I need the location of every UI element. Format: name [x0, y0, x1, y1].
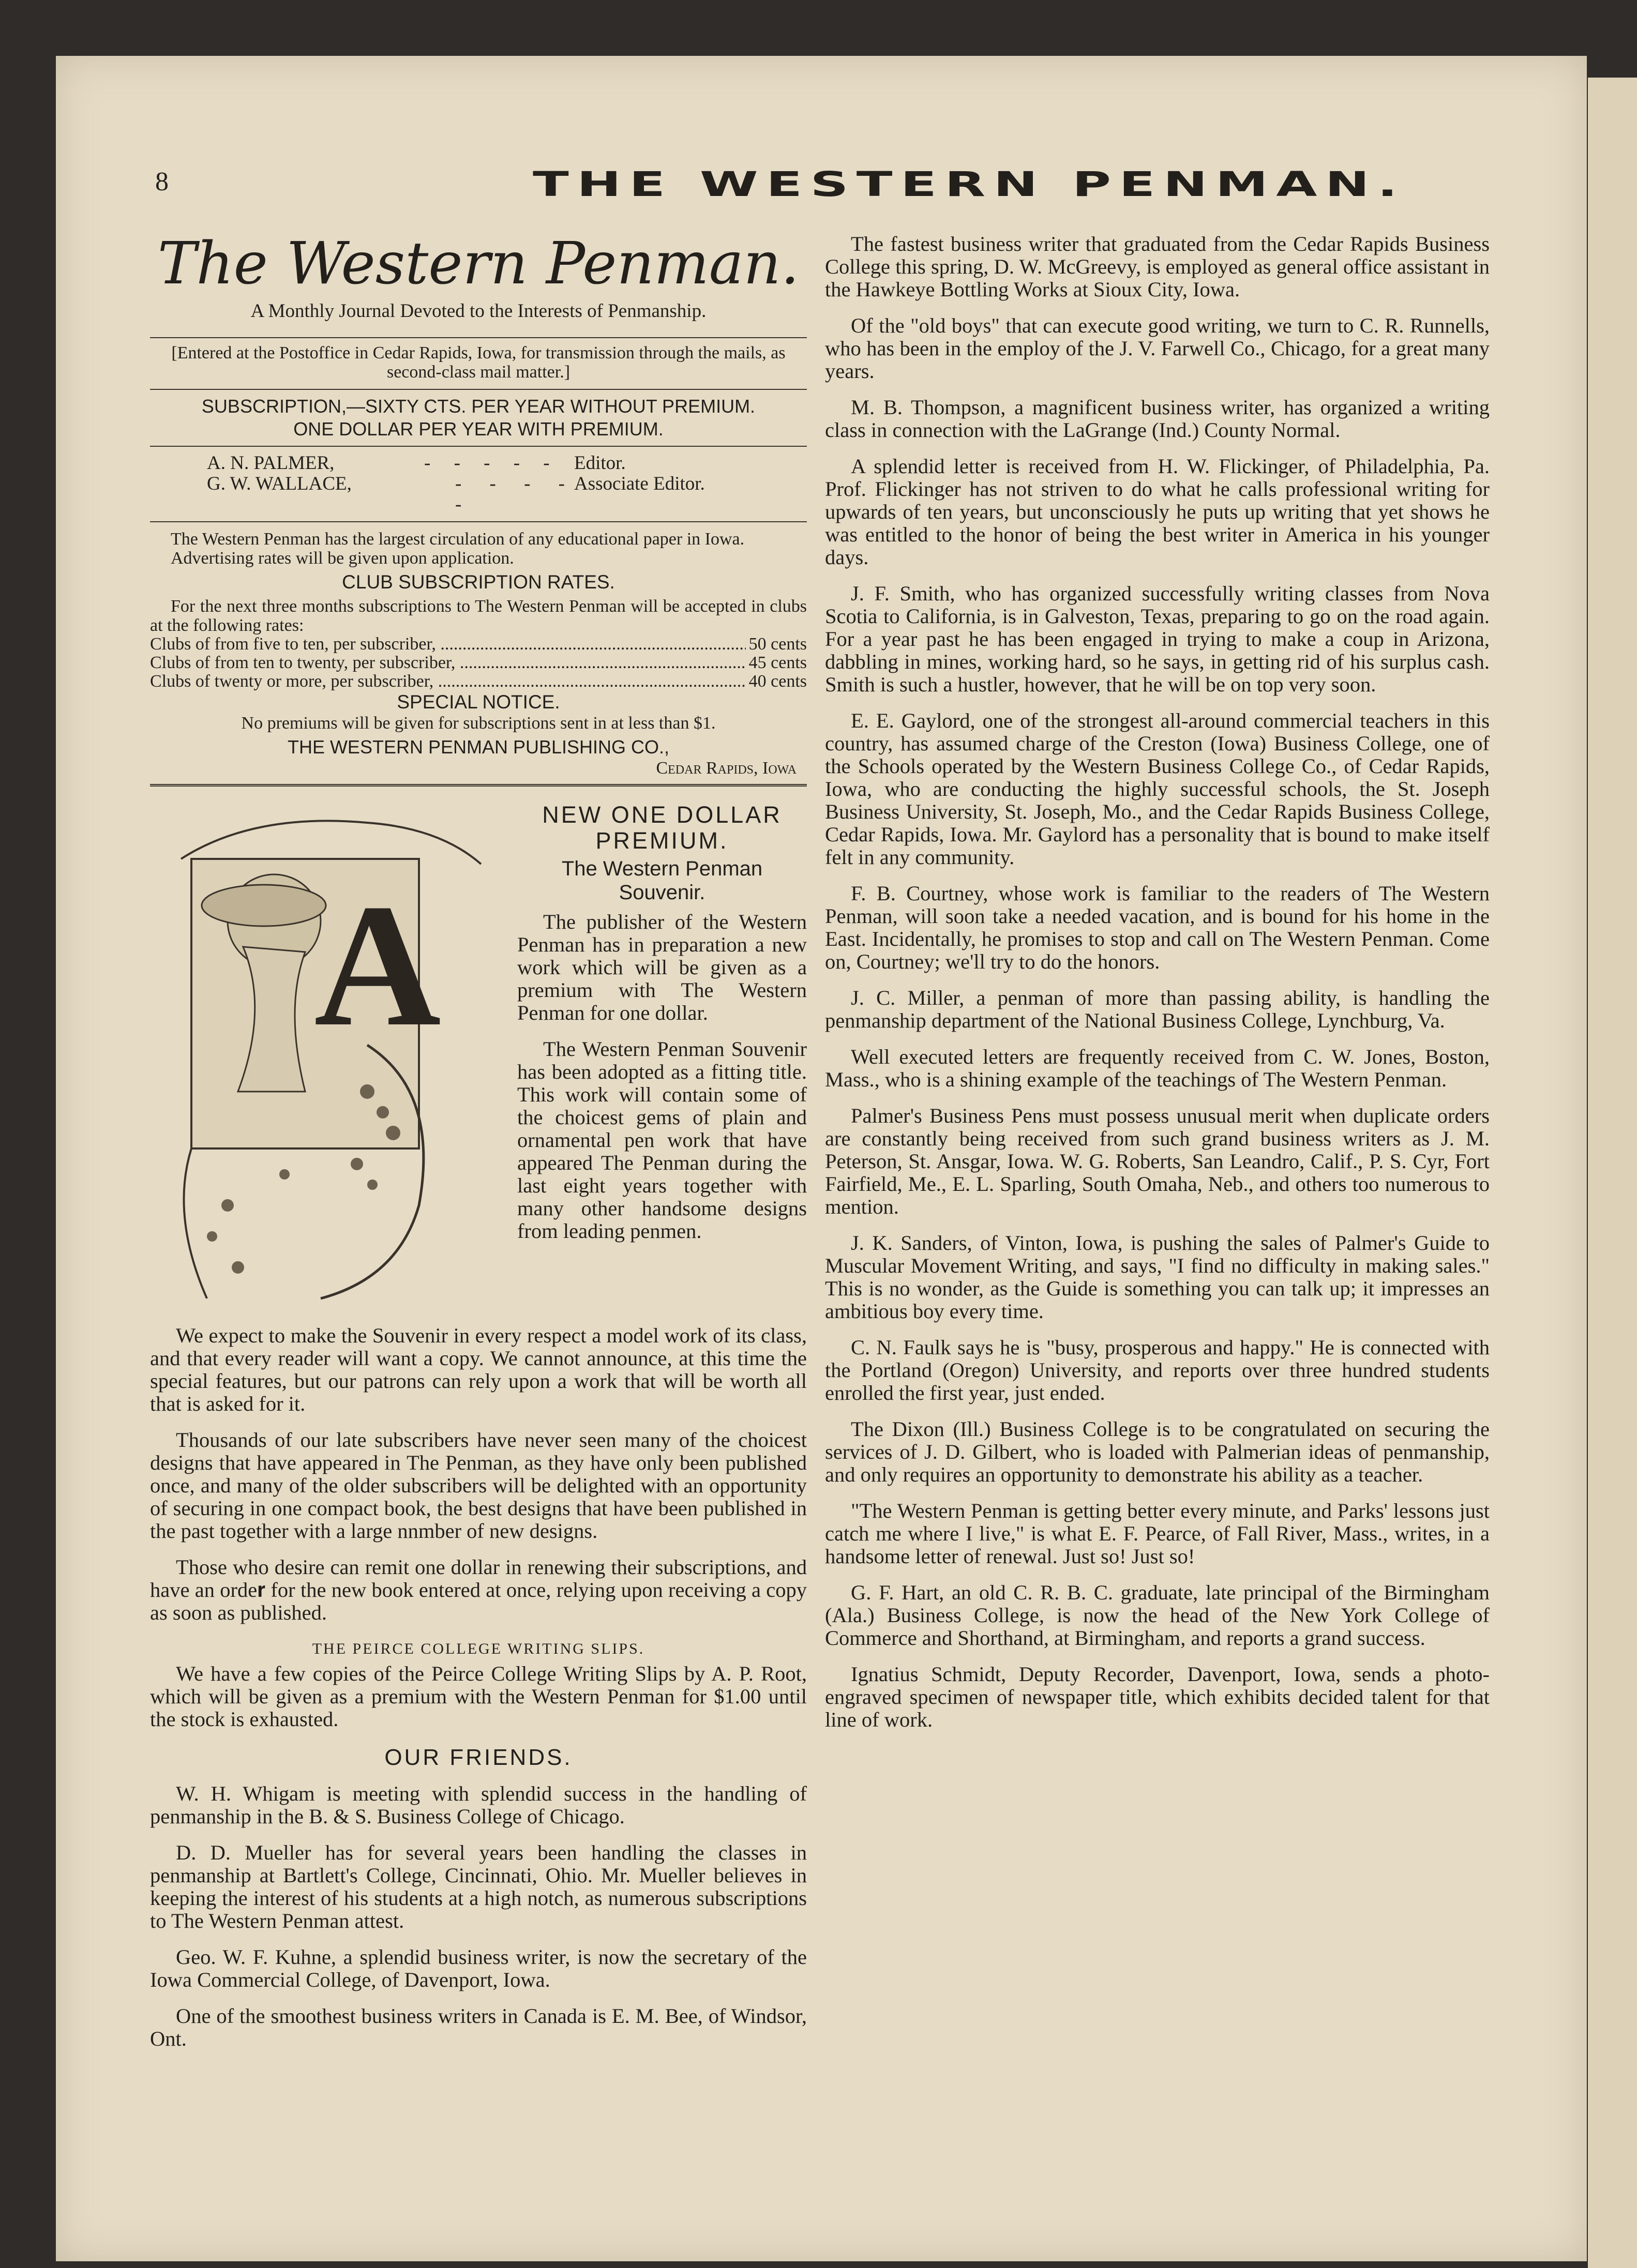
friends-item: J. C. Miller, a penman of more than passing ability, is handling the penmanship department of the National Business College, Lynchburg, Va.	[825, 986, 1490, 1032]
page-number: 8	[155, 167, 169, 196]
premium-paragraph: The publisher of the Western Penman has in preparation a new work which will be given as a premium with The Western Penman for one dollar.	[517, 910, 807, 1024]
peirce-heading: THE PEIRCE COLLEGE WRITING SLIPS.	[312, 1640, 645, 1657]
friends-item: J. K. Sanders, of Vinton, Iowa, is pushing the sales of Palmer's Guide to Muscular Movement Writing, and says, "I find no difficulty in making sales." This is no wonder, as the Guide is something you can talk up; it impresses an ambitious boy every time.	[825, 1231, 1490, 1323]
club-intro: For the next three months subscriptions to The Western Penman will be accepted in clubs at the following rates:	[150, 597, 807, 635]
premium-paragraph: Those who desire can remit one dollar in renewing their subscriptions, and have an orde𝐫 for the new book entered at once, relying upon receiving a copy as soon as published.	[150, 1555, 807, 1624]
premium-paragraph: Thousands of our late subscribers have never seen many of the choicest designs that have appeared in The Penman, as they have only been published once, and many of the older subscribers will be delighted with an opportunity of securing in one compact book, the best designs that have been published in the past together with a large nnmber of new designs.	[150, 1428, 807, 1543]
club-row: Clubs of from five to ten, per subscriber, ..... 50 cents	[150, 635, 807, 654]
editor-line: A. N. PALMER, - - - - - Editor.	[207, 452, 626, 474]
friends-item: A splendid letter is received from H. W. Flickinger, of Philadelphia, Pa. Prof. Flickinger has not striven to do what he calls professional writing for upwards of ten years, but unconsciously he puts up writing that yet shows he was entitled to the honor of being the best writer in America in his younger days.	[825, 455, 1490, 569]
ornamental-initial-illustration	[150, 802, 507, 1319]
masthead-subtitle: A Monthly Journal Devoted to the Interests of Penmanship.	[250, 300, 707, 322]
friends-item: F. B. Courtney, whose work is familiar to the readers of The Western Penman, will soon take a needed vacation, and is bound for his home in the East. Incidentally, he promises to stop and call on The Western Penman. Come on, Courtney; we'll try to do the honors.	[825, 882, 1490, 973]
friends-item: One of the smoothest business writers in Canada is E. M. Bee, of Windsor, Ont.	[150, 2004, 807, 2050]
premium-paragraph: We expect to make the Souvenir in every respect a model work of its class, and that every reader will want a copy. We cannot announce, at this time the special features, but our patrons can rely upon a work that will be worth all that is asked for it.	[150, 1324, 807, 1415]
premium-heading: NEW ONE DOLLAR PREMIUM.	[542, 802, 782, 854]
friends-item: C. N. Faulk says he is "busy, prosperous and happy." He is connected with the Portland (Oregon) University, and reports over three hundred students enrolled the first year, just ended.	[825, 1336, 1490, 1404]
friends-item: J. F. Smith, who has organized successfully writing classes from Nova Scotia to California, is in Galveston, Texas, preparing to go on the road again. For a year past he has been engaged in trying to make a coup in Arizona, dabbling in mines, working hard, so he says, in getting rid of his surplus cash. Smith is such a hustler, however, that he will be on top very soon.	[825, 582, 1490, 696]
friends-item: Ignatius Schmidt, Deputy Recorder, Davenport, Iowa, sends a photo-engraved specimen of newspaper title, which exhibits decided talent for that line of work.	[825, 1662, 1490, 1731]
friends-item: M. B. Thompson, a magnificent business writer, has organized a writing class in connection with the LaGrange (Ind.) County Normal.	[825, 396, 1490, 442]
special-notice-text: No premiums will be given for subscriptions sent in at less than $1.	[241, 714, 716, 733]
premium-subheading: The Western Penman Souvenir.	[561, 857, 763, 904]
left-column	[150, 230, 807, 2064]
friends-item: E. E. Gaylord, one of the strongest all-around commercial teachers in this country, has assumed charge of the Creston (Iowa) Business College, one of the Schools operated by the Western Business College Co., of Cedar Rapids, Iowa, who are conducting the highly successful schools, the St. Joseph Business University, St. Joseph, Mo., and the Cedar Rapids Business College, Cedar Rapids, Iowa. Mr. Gaylord has a personality that is bound to make itself felt in any community.	[825, 709, 1490, 869]
friends-item: The Dixon (Ill.) Business College is to be congratulated on securing the services of J. D. Gilbert, who is loaded with Palmerian ideas of penmanship, and only requires an opportunity to demonstrate his ability as a teacher.	[825, 1417, 1490, 1486]
circulation-note: The Western Penman has the largest circulation of any educational paper in Iowa.	[171, 530, 745, 549]
special-notice-heading: SPECIAL NOTICE.	[397, 691, 560, 713]
friends-item: D. D. Mueller has for several years been handling the classes in penmanship at Bartlett's College, Cincinnati, Ohio. Mr. Mueller believes in keeping the interest of his students at a high notch, as numerous subscriptions to The Western Penman attest.	[150, 1841, 807, 1932]
subscription-line-1: SUBSCRIPTION,—SIXTY CTS. PER YEAR WITHOUT PREMIUM.	[201, 396, 756, 417]
subscription-line-2: ONE DOLLAR PER YEAR WITH PREMIUM.	[293, 418, 664, 440]
friends-item: "The Western Penman is getting better every minute, and Parks' lessons just catch me where I live," is what E. F. Pearce, of Fall River, Mass., writes, in a handsome letter of renewal. Just so! Just so!	[825, 1499, 1490, 1568]
svg-text:A: A	[314, 868, 441, 1063]
running-title: THE WESTERN PENMAN.	[533, 164, 1406, 204]
friends-item: W. H. Whigam is meeting with splendid success in the handling of penmanship in the B. & S. Business College of Chicago.	[150, 1782, 807, 1828]
friends-item: Geo. W. F. Kuhne, a splendid business writer, is now the secretary of the Iowa Commercial College, of Davenport, Iowa.	[150, 1945, 807, 1991]
masthead-title: The Western Penman.	[157, 230, 800, 297]
peirce-paragraph: We have a few copies of the Peirce College Writing Slips by A. P. Root, which will be given as a premium with the Western Penman for $1.00 until the stock is exhausted.	[150, 1662, 807, 1731]
our-friends-heading: OUR FRIENDS.	[384, 1745, 573, 1770]
right-column	[825, 233, 1490, 1745]
friends-item: Well executed letters are frequently received from C. W. Jones, Boston, Mass., who is a shining example of the teachings of The Western Penman.	[825, 1045, 1490, 1091]
premium-article	[150, 802, 807, 1624]
premium-paragraph: The Western Penman Souvenir has been adopted as a fitting title. This work will contain some of the choicest gems of plain and ornamental pen work that have appeared The Penman during the last eight years together with many other handsome designs from leading penmen.	[517, 1037, 807, 1243]
club-rates-heading: CLUB SUBSCRIPTION RATES.	[342, 571, 615, 593]
friends-item: The fastest business writer that graduated from the Cedar Rapids Business College this spring, D. W. McGreevy, is employed as general office assistant in the Hawkeye Bottling Works at Sioux City, Iowa.	[825, 232, 1490, 301]
next-page-edge	[1588, 78, 1637, 2268]
publisher-name: THE WESTERN PENMAN PUBLISHING CO.,	[287, 736, 670, 758]
club-row: Clubs of from ten to twenty, per subscriber, ..... 45 cents	[150, 654, 807, 672]
ornamental-initial-A-icon	[150, 802, 507, 1319]
friends-item: Of the "old boys" that can execute good writing, we turn to C. R. Runnells, who has been in the employ of the J. V. Farwell Co., Chicago, for a great many years.	[825, 314, 1490, 383]
associate-editor-line: G. W. WALLACE, - - - - - Associate Editor.	[207, 473, 705, 515]
publisher-city: Cedar Rapids, Iowa	[656, 759, 797, 778]
friends-item: Palmer's Business Pens must possess unusual merit when duplicate orders are constantly being received from such grand business writers as J. M. Peterson, St. Ansgar, Iowa. W. G. Roberts, San Leandro, Calif., P. S. Cyr, Fort Fairfield, Me., E. L. Sparling, South Omaha, Neb., and others too numerous to mention.	[825, 1104, 1490, 1218]
friends-item: G. F. Hart, an old C. R. B. C. graduate, late principal of the Birmingham (Ala.) Business College, is now the head of the New York College of Commerce and Shorthand, at Birmingham, and reports a grand success.	[825, 1581, 1490, 1650]
club-row: Clubs of twenty or more, per subscriber, ..... 40 cents	[150, 672, 807, 691]
advertising-note: Advertising rates will be given upon application.	[171, 549, 514, 568]
entered-notice: [Entered at the Postoffice in Cedar Rapids, Iowa, for transmission through the mails, as second-class mail matter.]	[171, 343, 786, 382]
